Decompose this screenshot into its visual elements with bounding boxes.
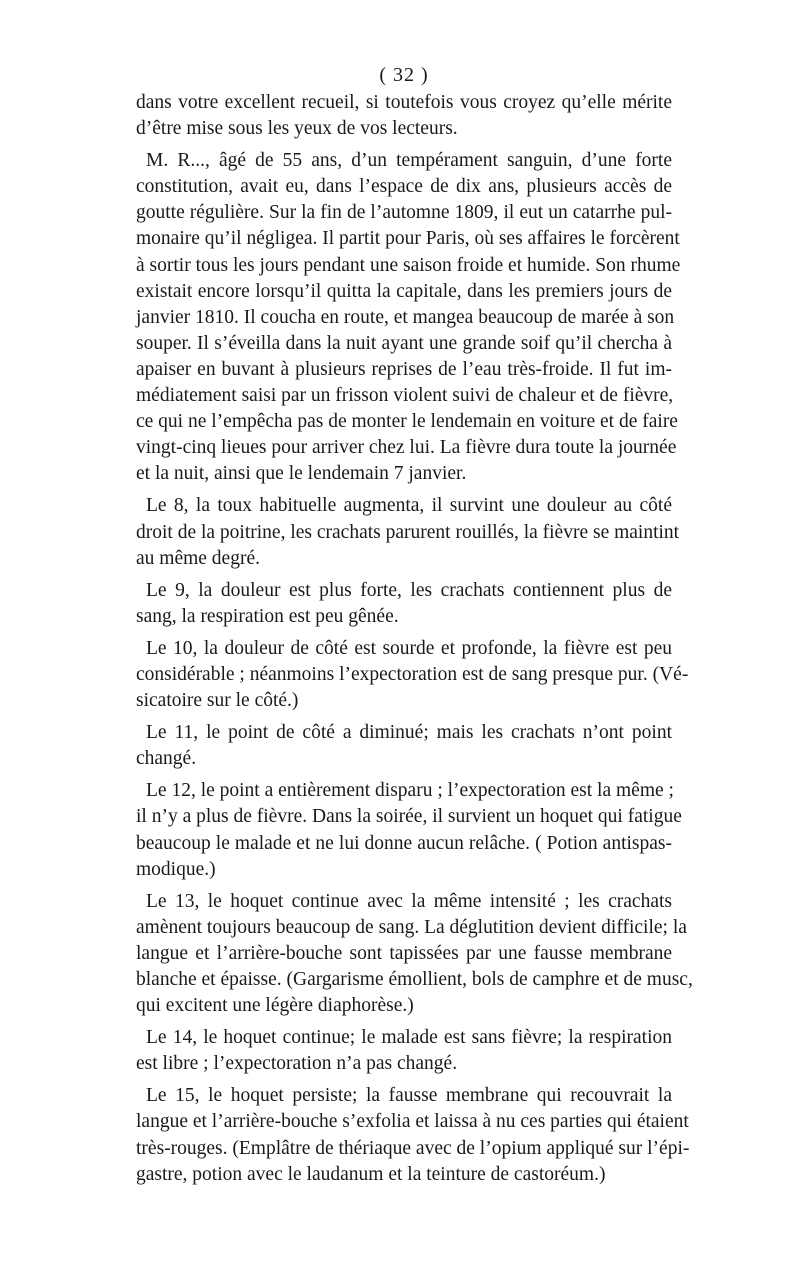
text-line: Le 11, le point de côté a diminué; mais les crachats n’ont point: [146, 722, 672, 744]
text-line: dans votre excellent recueil, si toutefois vous croyez qu’elle mérite: [136, 92, 672, 113]
paragraph: [136, 1025, 672, 1077]
text-line: amènent toujours beaucoup de sang. La déglutition devient difficile; la: [136, 916, 687, 938]
text-line: blanche et épaisse. (Gargarisme émollient, bols de camphre et de musc,: [136, 969, 693, 990]
text-body: [136, 90, 693, 1188]
paragraph: [136, 720, 672, 772]
text-line: sang, la respiration est peu gênée.: [136, 605, 399, 627]
text-line: vingt-cinq lieues pour arriver chez lui. La fièvre dura toute la journée: [136, 437, 677, 459]
paragraph: [136, 148, 681, 487]
text-line: Le 13, le hoquet continue avec la même intensité ; les crachats: [146, 890, 672, 912]
text-line: M. R..., âgé de 55 ans, d’un tempérament sanguin, d’une forte: [146, 150, 672, 172]
text-line: modique.): [136, 858, 216, 880]
paragraph: [136, 889, 693, 1019]
text-line: beaucoup le malade et ne lui donne aucun relâche. ( Potion antispas-: [136, 832, 672, 854]
text-line: Le 14, le hoquet continue; le malade est sans fièvre; la respiration: [146, 1027, 672, 1049]
text-line: ce qui ne l’empêcha pas de monter le lendemain en voiture et de faire: [136, 411, 678, 433]
text-line: médiatement saisi par un frisson violent suivi de chaleur et de fièvre,: [136, 385, 674, 407]
text-line: Le 8, la toux habituelle augmenta, il survint une douleur au côté: [146, 495, 672, 517]
text-line: langue et l’arrière-bouche sont tapissées par une fausse membrane: [136, 942, 672, 964]
text-line: Le 15, le hoquet persiste; la fausse membrane qui recouvrait la: [146, 1085, 672, 1107]
text-line: Le 10, la douleur de côté est sourde et profonde, la fièvre est peu: [146, 637, 672, 659]
page-number: ( 32 ): [379, 64, 429, 86]
paragraph: [136, 90, 672, 142]
text-line: existait encore lorsqu’il quitta la capitale, dans les premiers jours de: [136, 280, 672, 302]
text-line: considérable ; néanmoins l’expectoration est de sang presque pur. (Vé-: [136, 663, 689, 685]
text-line: qui excitent une légère diaphorèse.): [136, 995, 414, 1017]
text-line: gastre, potion avec le laudanum et la teinture de castoréum.): [136, 1163, 606, 1185]
text-line: apaiser en buvant à plusieurs reprises de l’eau très-froide. Il fut im-: [136, 358, 672, 380]
text-line: est libre ; l’expectoration n’a pas changé.: [136, 1053, 458, 1075]
text-line: constitution, avait eu, dans l’espace de dix ans, plusieurs accès de: [136, 176, 672, 198]
paragraph: [136, 1083, 690, 1187]
paragraph: [136, 778, 682, 882]
text-line: à sortir tous les jours pendant une saison froide et humide. Son rhume: [136, 254, 681, 276]
text-line: très-rouges. (Emplâtre de thériaque avec de l’opium appliqué sur l’épi-: [136, 1137, 690, 1159]
text-line: Le 9, la douleur est plus forte, les crachats contiennent plus de: [146, 579, 672, 601]
text-line: goutte régulière. Sur la fin de l’automne 1809, il eut un catarrhe pul-: [136, 202, 672, 224]
text-line: sicatoire sur le côté.): [136, 690, 299, 712]
paragraph: [136, 493, 680, 571]
text-line: souper. Il s’éveilla dans la nuit ayant une grande soif qu’il chercha à: [136, 332, 672, 354]
text-line: il n’y a plus de fièvre. Dans la soirée, il survient un hoquet qui fatigue: [136, 806, 682, 828]
paragraph: [136, 636, 689, 714]
text-line: Le 12, le point a entièrement disparu ; l’expectoration est la même ;: [146, 780, 674, 802]
text-line: droit de la poitrine, les crachats parurent rouillés, la fièvre se maintint: [136, 521, 680, 543]
text-line: changé.: [136, 748, 197, 770]
text-line: janvier 1810. Il coucha en route, et mangea beaucoup de marée à son: [136, 306, 675, 328]
text-line: langue et l’arrière-bouche s’exfolia et laissa à nu ces parties qui étaient: [136, 1111, 689, 1133]
paragraph: [136, 578, 672, 630]
text-line: et la nuit, ainsi que le lendemain 7 janvier.: [136, 463, 467, 485]
text-line: d’être mise sous les yeux de vos lecteurs.: [136, 118, 458, 140]
text-line: monaire qu’il négligea. Il partit pour Paris, où ses affaires le forcèrent: [136, 228, 680, 250]
text-line: au même degré.: [136, 547, 260, 569]
book-page: [136, 62, 693, 1194]
